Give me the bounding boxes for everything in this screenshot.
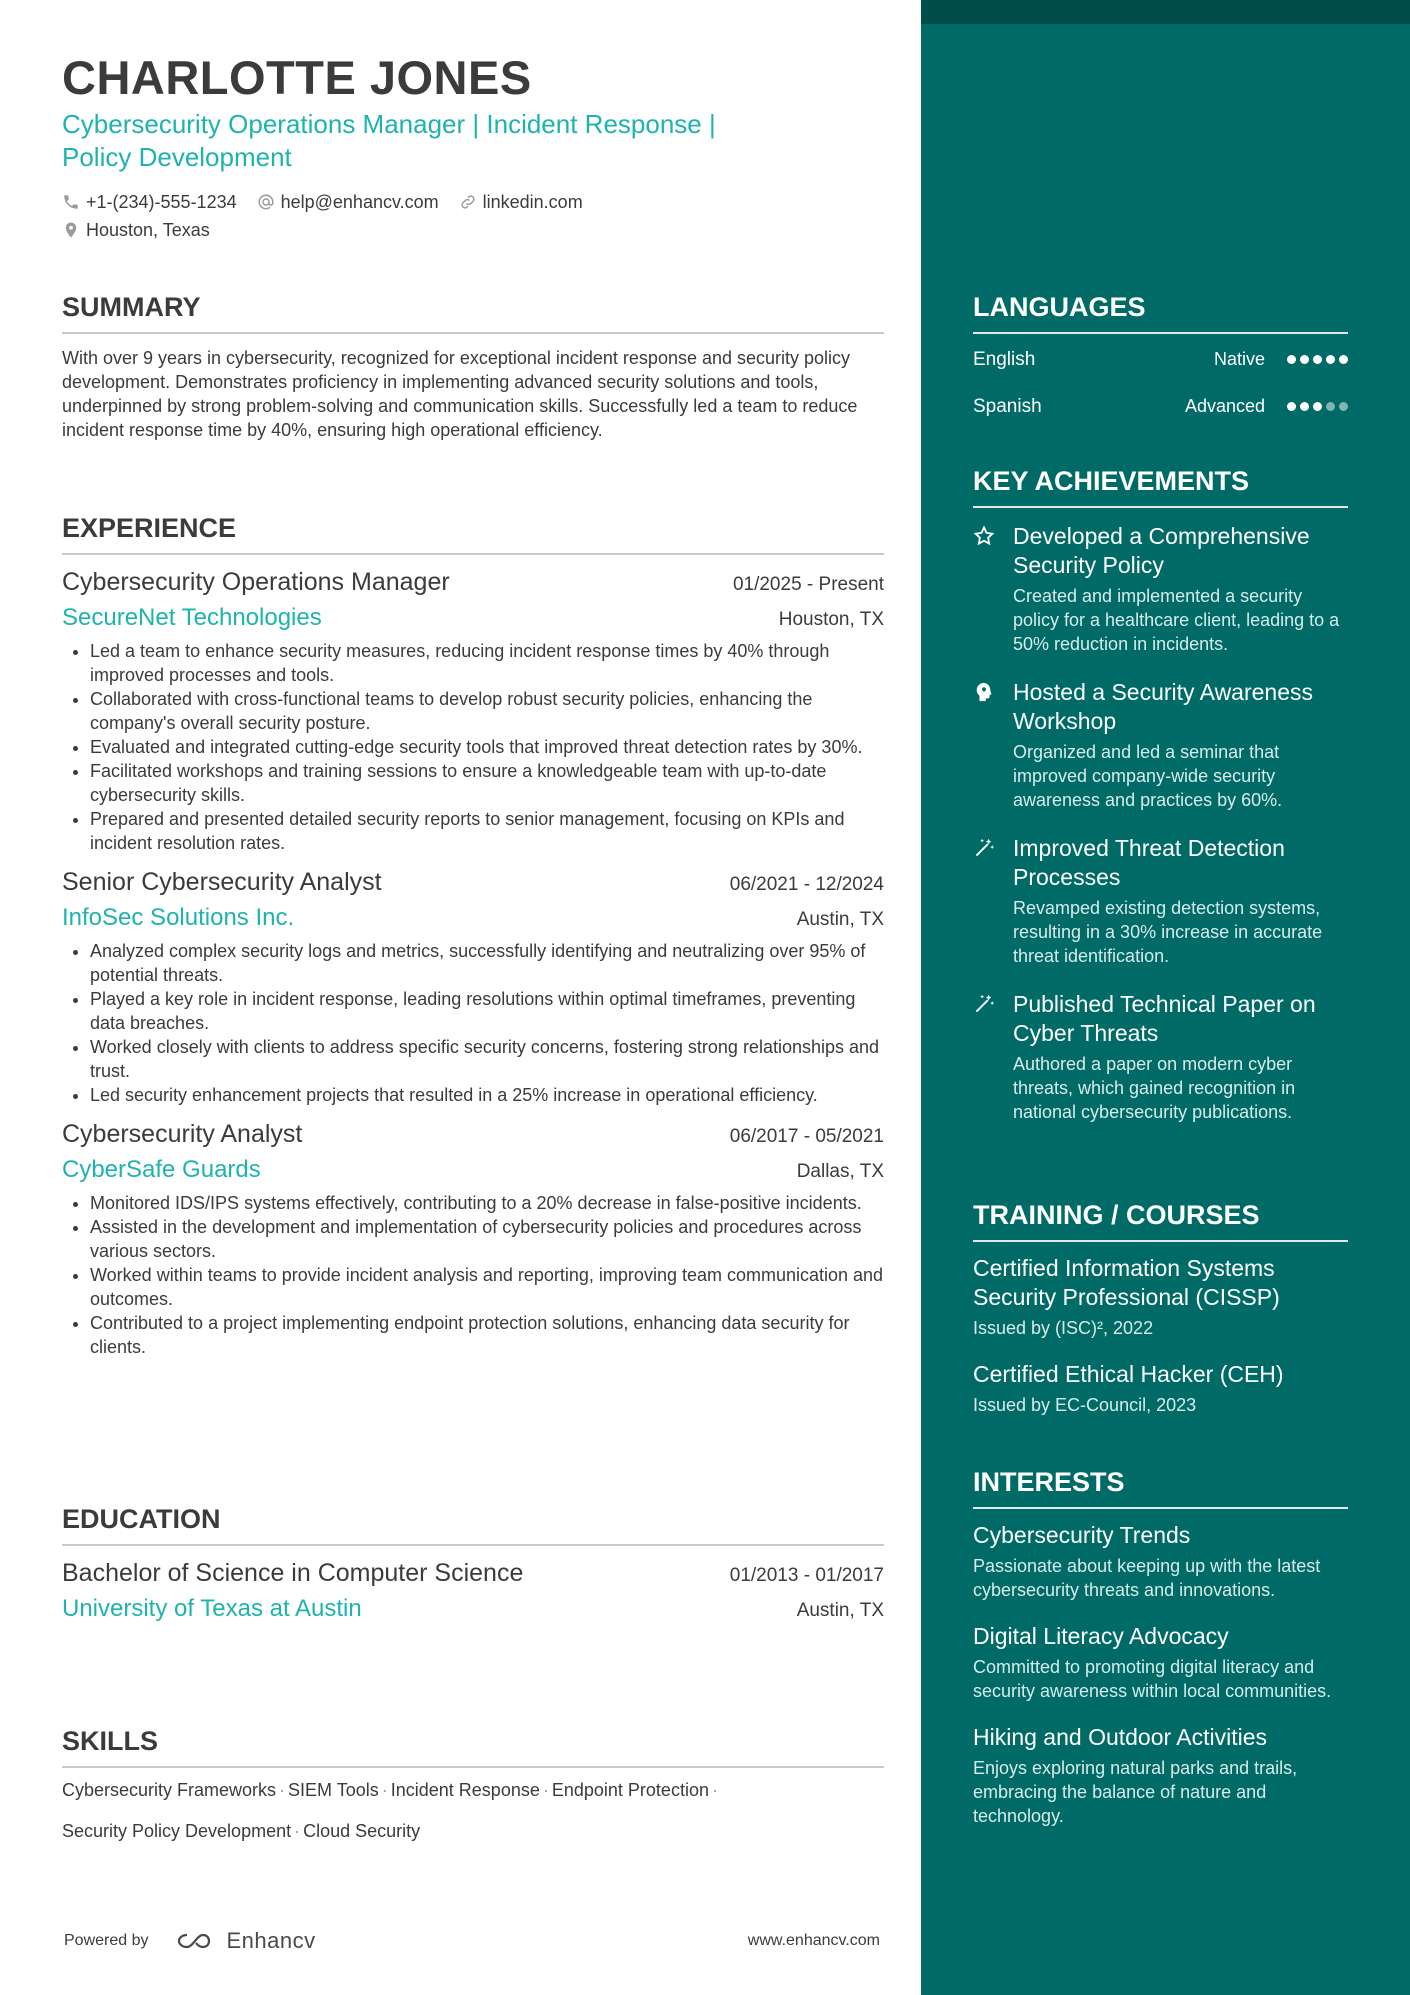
skill-item: Endpoint Protection (551, 1780, 709, 1800)
achievement-desc: Organized and led a seminar that improved company-wide security awareness and practices by 60%. (1013, 742, 1283, 810)
achievement-body (1013, 678, 1348, 812)
star-icon (973, 525, 995, 547)
job-company: SecureNet Technologies (62, 604, 322, 631)
magic-wand-icon (973, 993, 995, 1015)
achievement-desc: Created and implemented a security policy for a healthcare client, leading to a 50% reduction in incidents. (1013, 586, 1340, 654)
bullet-item: • Monitored IDS/IPS systems effectively, contributing to a 20% decrease in false-positive incidents. (90, 1191, 884, 1215)
school: University of Texas at Austin (62, 1595, 362, 1622)
bullet-item: • Worked within teams to provide incident analysis and reporting, improving team communication and outcomes. (90, 1263, 884, 1311)
interests-section (973, 1465, 1348, 1828)
achievement-title: Hosted a Security Awareness Workshop (1013, 679, 1314, 734)
language-level: Native (1213, 349, 1265, 369)
rating-dot (1287, 402, 1296, 411)
rating-dot (1339, 355, 1348, 364)
course-title: Certified Ethical Hacker (CEH) (973, 1361, 1284, 1387)
skills-line-2 (62, 1811, 884, 1852)
language-item (973, 336, 1348, 383)
skills-title: SKILLS (62, 1724, 884, 1768)
job-header (62, 865, 884, 899)
bullet-item: • Collaborated with cross-functional teams to develop robust security policies, enhancing the company's overall security posture. (90, 687, 884, 735)
contact-row-1 (62, 188, 884, 216)
bullet-item: • Led a team to enhance security measures, reducing incident response times by 40% through improved processes and tools. (90, 639, 884, 687)
job-bullets (62, 939, 884, 1107)
bullet-item: • Worked closely with clients to address specific security concerns, fostering strong relationships and trust. (90, 1035, 884, 1083)
map-pin-icon (62, 221, 80, 239)
achievement-title: Developed a Comprehensive Security Policy (1013, 523, 1310, 578)
job-company-row (62, 601, 884, 635)
course-issuer: Issued by EC-Council, 2023 (973, 1395, 1197, 1415)
rating-dot (1300, 355, 1309, 364)
headline (62, 108, 884, 174)
job-entry (62, 1117, 884, 1359)
job-dates: 01/2025 - Present (732, 574, 884, 595)
course-title: Certified Information Systems Security Professional (CISSP) (973, 1255, 1280, 1310)
magic-wand-icon (973, 837, 995, 859)
job-bullets (62, 1191, 884, 1359)
skill-item: Incident Response (390, 1780, 540, 1800)
link-icon (459, 193, 477, 211)
job-company-row (62, 901, 884, 935)
summary-text: With over 9 years in cybersecurity, recognized for exceptional incident response and security policy development. Demonstrates proficiency in implementing advanced security solutions and tools, underpinned by strong problem-solving and communication skills. Successfully led a team to reduce incident response time by 40%, ensuring high operational efficiency. (62, 348, 858, 440)
job-title: Cybersecurity Operations Manager (62, 568, 450, 596)
skills-line-1 (62, 1770, 884, 1811)
bullet-item: • Prepared and presented detailed security reports to senior management, focusing on KPIs and incident resolution rates. (90, 807, 884, 855)
job-company: CyberSafe Guards (62, 1156, 261, 1183)
skill-item: SIEM Tools (288, 1780, 379, 1800)
education-section (62, 1502, 884, 1626)
brand-name: Enhancv (226, 1928, 316, 1953)
interest-title: Digital Literacy Advocacy (973, 1623, 1229, 1649)
training-section (973, 1198, 1348, 1417)
achievement-item (973, 678, 1348, 812)
bullet-item: • Analyzed complex security logs and metrics, successfully identifying and neutralizing over 95% of potential threats. (90, 939, 884, 987)
enhancv-logo-icon (175, 1929, 221, 1953)
rating-dot (1300, 402, 1309, 411)
achievement-title: Published Technical Paper on Cyber Threats (1013, 991, 1316, 1046)
achievement-desc: Authored a paper on modern cyber threats, which gained recognition in national cybersecurity publications. (1013, 1054, 1296, 1122)
training-title: TRAINING / COURSES (973, 1198, 1348, 1242)
email-text[interactable]: help@enhancv.com (280, 191, 439, 212)
language-name: English (973, 348, 1036, 370)
skill-separator: · (381, 1780, 388, 1800)
job-bullets (62, 639, 884, 855)
education-school-row (62, 1592, 884, 1626)
interest-item (973, 1622, 1348, 1703)
phone-contact (62, 192, 237, 213)
language-name: Spanish (973, 395, 1042, 417)
achievement-title: Improved Threat Detection Processes (1013, 835, 1285, 890)
achievement-body (1013, 990, 1348, 1124)
interest-desc: Committed to promoting digital literacy and security awareness within local communities. (973, 1657, 1332, 1701)
rating-dot (1313, 402, 1322, 411)
skill-item: Security Policy Development (62, 1821, 292, 1841)
bullet-item: • Contributed to a project implementing endpoint protection solutions, enhancing data security for clients. (90, 1311, 884, 1359)
interest-desc: Enjoys exploring natural parks and trails, embracing the balance of nature and technology. (973, 1758, 1298, 1826)
job-company: InfoSec Solutions Inc. (62, 904, 295, 931)
language-rating (1287, 355, 1348, 364)
interest-desc: Passionate about keeping up with the latest cybersecurity threats and innovations. (973, 1556, 1321, 1600)
rating-dot (1326, 355, 1335, 364)
contact-row-2 (62, 216, 884, 244)
summary-section (62, 290, 884, 442)
summary-title: SUMMARY (62, 290, 884, 334)
job-location: Houston, TX (778, 609, 884, 630)
email-contact[interactable] (257, 192, 439, 213)
job-header (62, 565, 884, 599)
language-rating (1287, 402, 1348, 411)
achievement-body (1013, 834, 1348, 968)
achievement-item (973, 834, 1348, 968)
education-title: EDUCATION (62, 1502, 884, 1546)
degree: Bachelor of Science in Computer Science (62, 1559, 524, 1587)
achievement-item (973, 990, 1348, 1124)
candidate-name: CHARLOTTE JONES (62, 51, 532, 104)
footer-branding (64, 1928, 316, 1954)
bullet-item: • Evaluated and integrated cutting-edge security tools that improved threat detection rates by 30%. (90, 735, 884, 759)
education-dates: 01/2013 - 01/2017 (729, 1565, 884, 1586)
sidebar-top-band (921, 0, 1410, 24)
skills-section (62, 1724, 884, 1852)
course-item (973, 1254, 1348, 1340)
sidebar (921, 0, 1410, 1995)
bullet-item: • Played a key role in incident response, leading resolutions within optimal timeframes, preventing data breaches. (90, 987, 884, 1035)
rating-dot (1313, 355, 1322, 364)
achievement-body (1013, 522, 1348, 656)
skills-list (62, 1770, 884, 1852)
language-level: Advanced (1184, 396, 1265, 416)
headline-line-2: Policy Development (62, 142, 292, 172)
skill-item: Cloud Security (303, 1821, 421, 1841)
course-issuer: Issued by (ISC)², 2022 (973, 1318, 1154, 1338)
experience-title: EXPERIENCE (62, 511, 884, 555)
job-company-row (62, 1153, 884, 1187)
skill-separator: · (279, 1780, 286, 1800)
job-dates: 06/2017 - 05/2021 (729, 1126, 884, 1147)
job-title: Senior Cybersecurity Analyst (62, 868, 382, 896)
skill-item: Cybersecurity Frameworks (62, 1780, 277, 1800)
job-location: Dallas, TX (796, 1161, 884, 1182)
skill-separator: · (542, 1780, 549, 1800)
main-content (62, 50, 884, 1841)
interests-title: INTERESTS (973, 1465, 1348, 1509)
contact-info (62, 188, 884, 244)
languages-list (973, 336, 1348, 430)
website-link[interactable]: www.enhancv.com (747, 1932, 880, 1949)
bullet-item: • Led security enhancement projects that resulted in a 25% increase in operational efficiency. (90, 1083, 884, 1107)
interest-item (973, 1521, 1348, 1602)
interest-title: Hiking and Outdoor Activities (973, 1724, 1268, 1750)
achievement-item (973, 522, 1348, 656)
job-entry (62, 865, 884, 1107)
link-text[interactable]: linkedin.com (482, 191, 583, 212)
languages-title: LANGUAGES (973, 290, 1348, 334)
location-text: Houston, Texas (86, 219, 210, 240)
bullet-item: • Facilitated workshops and training sessions to ensure a knowledgeable team with up-to-date cybersecurity skills. (90, 759, 884, 807)
phone-text: +1-(234)-555-1234 (86, 191, 237, 212)
job-title: Cybersecurity Analyst (62, 1120, 303, 1148)
skill-separator: · (711, 1780, 718, 1800)
enhancv-logo[interactable] (175, 1928, 316, 1954)
headline-line-1: Cybersecurity Operations Manager | Incident Response | (62, 109, 716, 139)
language-item (973, 383, 1348, 430)
course-item (973, 1360, 1348, 1417)
education-location: Austin, TX (796, 1600, 884, 1621)
education-header (62, 1556, 884, 1590)
powered-by-text: Powered by (64, 1932, 149, 1949)
achievements-title: KEY ACHIEVEMENTS (973, 464, 1348, 508)
job-location: Austin, TX (796, 909, 884, 930)
brain-icon (973, 681, 995, 703)
bullet-item: • Assisted in the development and implementation of cybersecurity policies and procedures across various sectors. (90, 1215, 884, 1263)
education-entry (62, 1556, 884, 1626)
interest-item (973, 1723, 1348, 1828)
job-dates: 06/2021 - 12/2024 (729, 874, 884, 895)
rating-dot (1287, 355, 1296, 364)
skill-separator: · (294, 1821, 301, 1841)
job-entry (62, 565, 884, 855)
achievements-section (973, 464, 1348, 1124)
rating-dot (1339, 402, 1348, 411)
experience-section (62, 511, 884, 1359)
phone-icon (62, 193, 80, 211)
rating-dot (1326, 402, 1335, 411)
at-sign-icon (257, 193, 275, 211)
footer (64, 1928, 880, 1954)
job-header (62, 1117, 884, 1151)
location-contact (62, 220, 210, 241)
link-contact[interactable] (459, 192, 583, 213)
achievement-desc: Revamped existing detection systems, resulting in a 30% increase in accurate threat identification. (1013, 898, 1323, 966)
interest-title: Cybersecurity Trends (973, 1522, 1191, 1548)
languages-section (973, 290, 1348, 430)
